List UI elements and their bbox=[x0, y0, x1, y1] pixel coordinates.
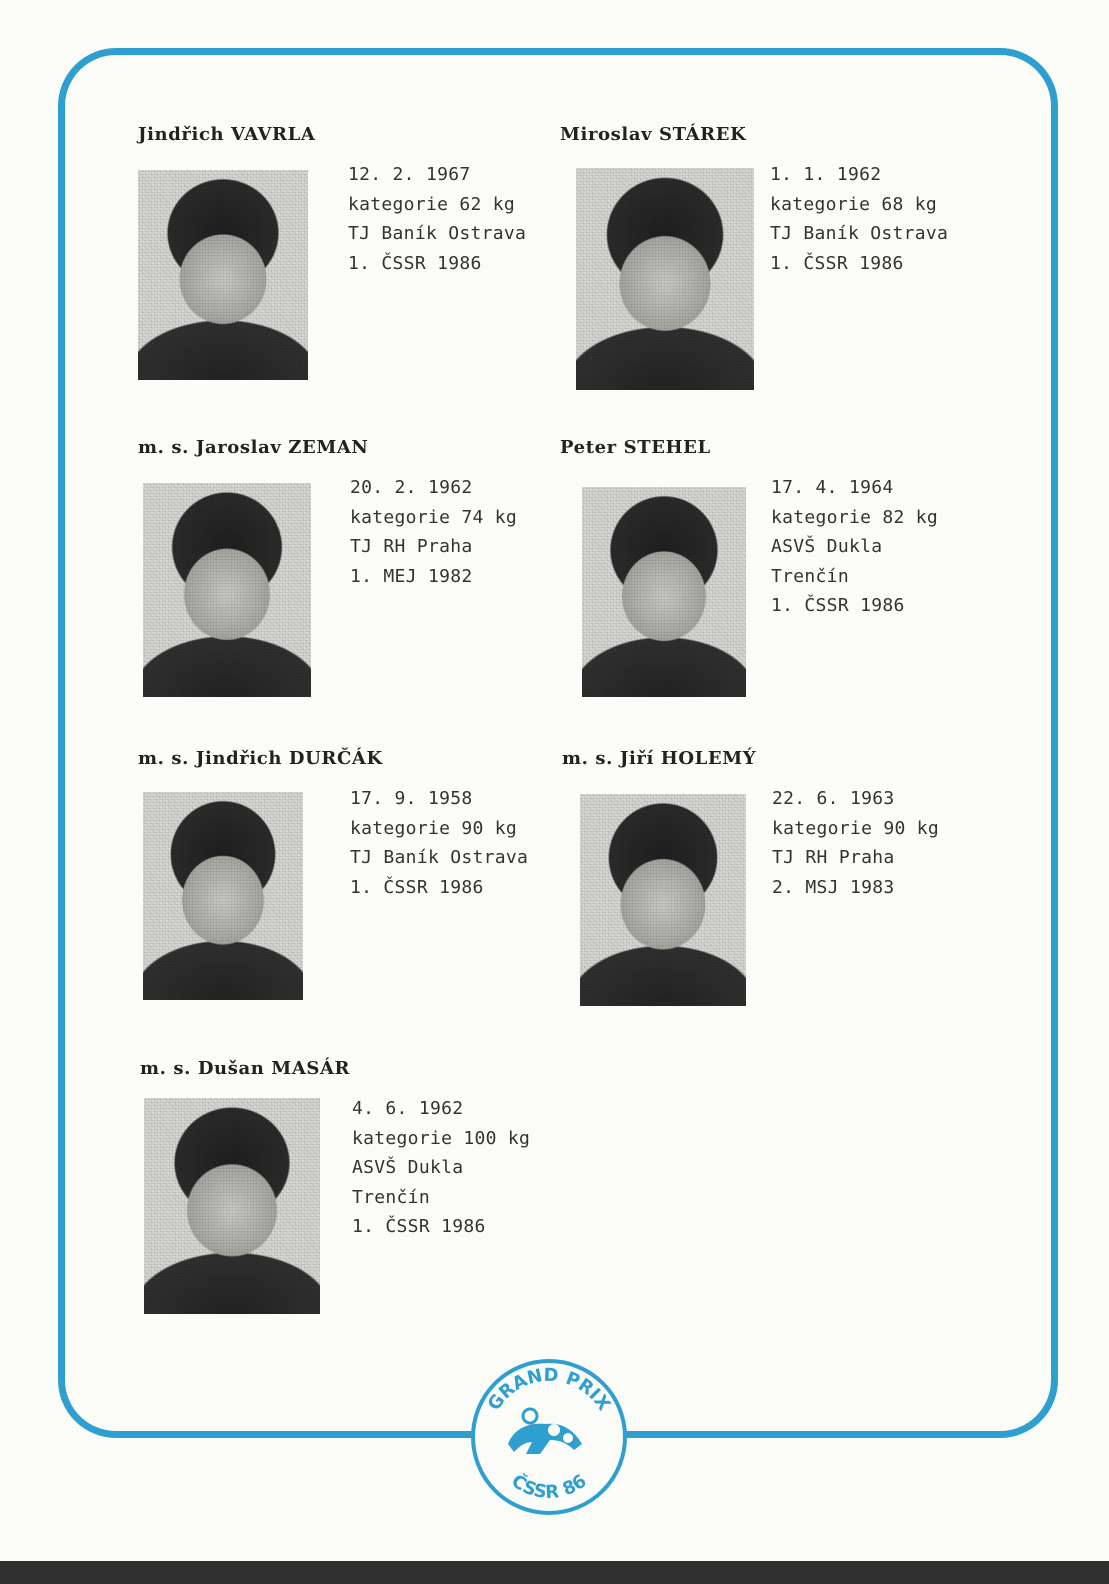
birth-date: 17. 4. 1964 bbox=[771, 477, 894, 498]
weight-category: kategorie 74 kg bbox=[350, 506, 518, 528]
result: 2. MSJ 1983 bbox=[772, 876, 895, 898]
athlete-photo bbox=[143, 792, 303, 1000]
logo-top-text: GRAND PRIX bbox=[483, 1364, 615, 1415]
weight-category: kategorie 90 kg bbox=[350, 817, 518, 839]
grand-prix-logo bbox=[470, 1358, 628, 1516]
athlete-info bbox=[772, 784, 939, 902]
birth-date: 22. 6. 1963 bbox=[772, 788, 895, 809]
club-city: Trenčín bbox=[352, 1186, 430, 1208]
club: TJ Baník Ostrava bbox=[770, 223, 949, 245]
weight-category: kategorie 90 kg bbox=[772, 817, 940, 839]
result: 1. ČSSR 1986 bbox=[771, 595, 905, 617]
club-city: Trenčín bbox=[771, 565, 849, 587]
athlete-photo bbox=[143, 483, 311, 697]
athlete-photo bbox=[138, 170, 308, 380]
athlete-info bbox=[352, 1094, 530, 1242]
athlete-name: m. s. Jaroslav ZEMAN bbox=[138, 437, 369, 458]
athlete-photo bbox=[582, 487, 746, 697]
athlete-name: Jindřich VAVRLA bbox=[138, 124, 316, 145]
athlete-name: Peter STEHEL bbox=[560, 437, 711, 458]
birth-date: 20. 2. 1962 bbox=[350, 477, 473, 498]
athlete-info bbox=[348, 160, 526, 278]
grand-prix-seal bbox=[470, 1358, 628, 1516]
club: TJ RH Praha bbox=[350, 536, 473, 558]
athlete-name: Miroslav STÁREK bbox=[560, 124, 747, 145]
birth-date: 12. 2. 1967 bbox=[348, 164, 471, 185]
club: ASVŠ Dukla bbox=[352, 1157, 464, 1179]
athlete-name: m. s. Jindřich DURČÁK bbox=[138, 748, 383, 769]
result: 1. ČSSR 1986 bbox=[770, 252, 904, 274]
scan-edge bbox=[0, 1561, 1109, 1584]
club: ASVŠ Dukla bbox=[771, 536, 883, 558]
club: TJ Baník Ostrava bbox=[350, 847, 529, 869]
athlete-name: m. s. Jiří HOLEMÝ bbox=[562, 748, 757, 769]
birth-date: 1. 1. 1962 bbox=[770, 164, 882, 185]
athlete-photo bbox=[580, 794, 746, 1006]
result: 1. ČSSR 1986 bbox=[352, 1216, 486, 1238]
result: 1. MEJ 1982 bbox=[350, 565, 473, 587]
athlete-name: m. s. Dušan MASÁR bbox=[140, 1058, 351, 1079]
athlete-info bbox=[770, 160, 948, 278]
club: TJ Baník Ostrava bbox=[348, 223, 527, 245]
athlete-photo bbox=[144, 1098, 320, 1314]
birth-date: 17. 9. 1958 bbox=[350, 788, 473, 809]
weight-category: kategorie 100 kg bbox=[352, 1127, 531, 1149]
birth-date: 4. 6. 1962 bbox=[352, 1098, 464, 1119]
result: 1. ČSSR 1986 bbox=[350, 876, 484, 898]
club: TJ RH Praha bbox=[772, 847, 895, 869]
weight-category: kategorie 62 kg bbox=[348, 193, 516, 215]
logo-bottom-text: ČSSR 86 bbox=[507, 1470, 591, 1504]
athlete-info bbox=[771, 473, 938, 621]
result: 1. ČSSR 1986 bbox=[348, 252, 482, 274]
weight-category: kategorie 68 kg bbox=[770, 193, 938, 215]
athlete-photo bbox=[576, 168, 754, 390]
athlete-info bbox=[350, 473, 517, 591]
weight-category: kategorie 82 kg bbox=[771, 506, 939, 528]
athlete-info bbox=[350, 784, 528, 902]
